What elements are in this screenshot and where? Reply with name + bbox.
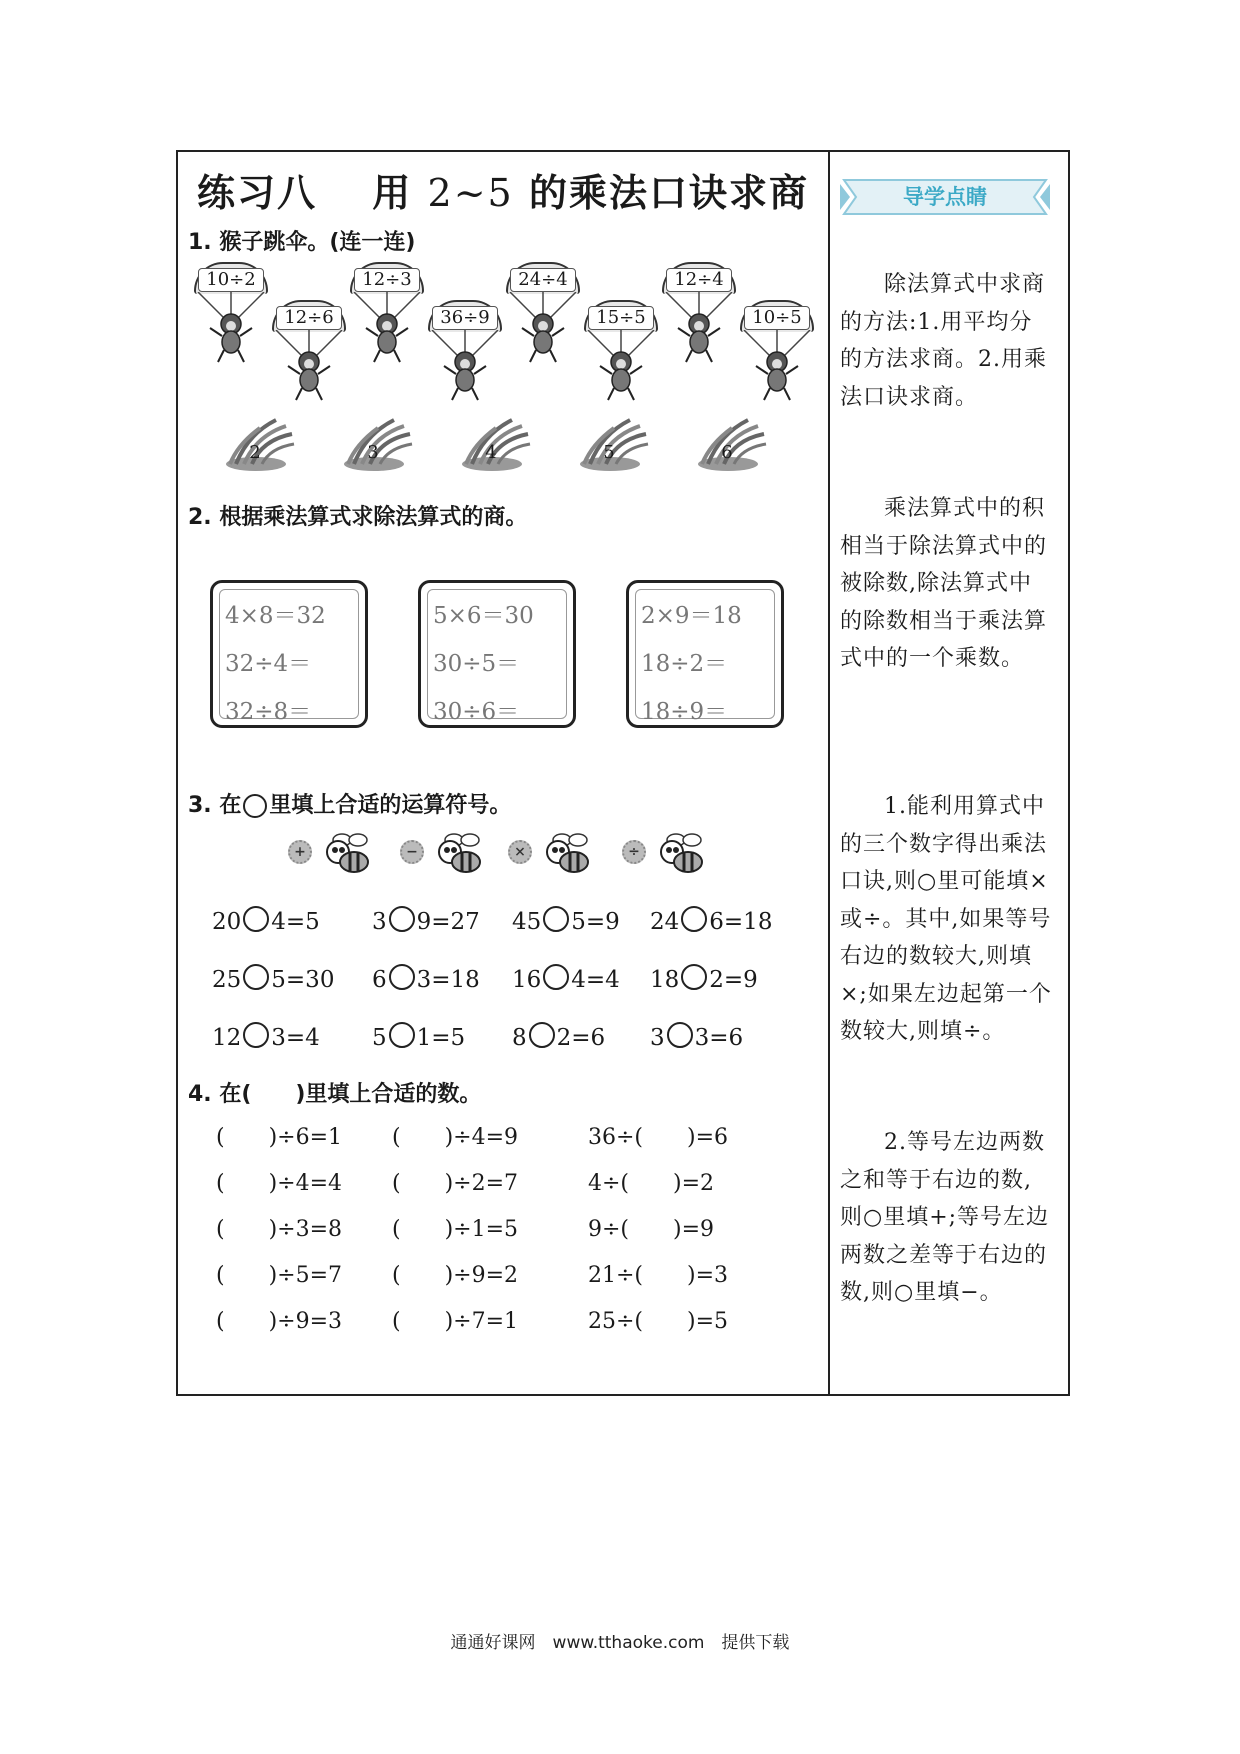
bee-operator bbox=[400, 826, 488, 876]
operand-left: 18 bbox=[650, 967, 680, 993]
bee-icon bbox=[316, 826, 376, 876]
title-part: 用 bbox=[372, 171, 413, 215]
monkey-icon bbox=[272, 330, 346, 404]
monkey-icon bbox=[662, 292, 736, 366]
operand-left: 45 bbox=[512, 909, 542, 935]
operator-blank-circle[interactable] bbox=[529, 1022, 555, 1048]
equation-line: 5×6＝30 bbox=[433, 603, 534, 629]
question-2-label: 2. 根据乘法算式求除法算式的商。 bbox=[188, 505, 528, 530]
fill-blank-exercise[interactable]: ( )÷4=9 bbox=[392, 1125, 519, 1150]
operator-blank-circle[interactable] bbox=[389, 906, 415, 932]
equation-line: 32÷8＝ bbox=[225, 699, 312, 725]
guide-tag bbox=[838, 178, 1052, 216]
guide-paragraph-2: 乘法算式中的积相当于除法算式中的被除数,除法算式中的除数相当于乘法算式中的一个乘数。 bbox=[840, 496, 1048, 671]
equation-line: 30÷6＝ bbox=[433, 699, 520, 725]
parachute-monkey[interactable] bbox=[506, 262, 580, 366]
parachute-expression: 12÷3 bbox=[354, 268, 420, 292]
flower-operator-icon: − bbox=[400, 840, 424, 864]
title-part: 的乘法口诀求商 bbox=[528, 171, 809, 215]
operand-left: 16 bbox=[512, 967, 542, 993]
operator-exercise bbox=[372, 906, 480, 935]
flower-operator-icon: × bbox=[508, 840, 532, 864]
monkey-icon bbox=[740, 330, 814, 404]
fill-blank-exercise[interactable]: 25÷( )=5 bbox=[588, 1309, 729, 1334]
fill-blank-exercise[interactable]: 21÷( )=3 bbox=[588, 1263, 729, 1288]
operator-exercise bbox=[650, 964, 758, 993]
parachute-expression: 24÷4 bbox=[510, 268, 576, 292]
equation-line: 18÷2＝ bbox=[641, 651, 728, 677]
monkey-icon bbox=[584, 330, 658, 404]
fill-blank-exercise[interactable]: 4÷( )=2 bbox=[588, 1171, 715, 1196]
parachute-expression: 36÷9 bbox=[432, 306, 498, 330]
page-title bbox=[178, 162, 828, 217]
bee-operator bbox=[508, 826, 596, 876]
guide-paragraph-3: 1.能利用算式中的三个数字得出乘法口诀,则○里可能填×或÷。其中,如果等号右边的数较大,则填×;如果左边起第一个数较大,则填÷。 bbox=[840, 794, 1052, 1044]
operand-right: 2=6 bbox=[556, 1025, 606, 1051]
operator-blank-circle[interactable] bbox=[543, 964, 569, 990]
operand-left: 24 bbox=[650, 909, 680, 935]
operand-left: 5 bbox=[372, 1025, 387, 1051]
operator-exercise bbox=[212, 906, 320, 935]
operand-right: 5=30 bbox=[271, 967, 335, 993]
operator-exercise bbox=[512, 906, 620, 935]
operator-exercise bbox=[212, 1022, 320, 1051]
parachute-monkey[interactable] bbox=[740, 300, 814, 404]
operand-right: 3=4 bbox=[271, 1025, 320, 1051]
title-range: 2~5 bbox=[427, 171, 514, 215]
operator-exercise bbox=[512, 1022, 605, 1051]
bee-icon bbox=[536, 826, 596, 876]
operand-left: 3 bbox=[650, 1025, 665, 1051]
parachute-monkey[interactable] bbox=[194, 262, 268, 366]
flower-operator-icon: + bbox=[288, 840, 312, 864]
operator-exercise bbox=[372, 964, 480, 993]
grass-number: 6 bbox=[721, 442, 733, 463]
grass-landing-spot[interactable] bbox=[462, 414, 532, 472]
column-divider bbox=[828, 150, 830, 1396]
operator-blank-circle[interactable] bbox=[543, 906, 569, 932]
operator-exercise bbox=[512, 964, 620, 993]
question-1-label: 1. 猴子跳伞。(连一连) bbox=[188, 230, 416, 255]
operator-blank-circle[interactable] bbox=[243, 1022, 269, 1048]
equation-box-1 bbox=[210, 580, 368, 728]
fill-blank-exercise[interactable]: ( )÷4=4 bbox=[216, 1171, 343, 1196]
operand-right: 3=6 bbox=[694, 1025, 744, 1051]
parachute-expression: 12÷6 bbox=[276, 306, 342, 330]
operand-right: 1=5 bbox=[416, 1025, 466, 1051]
operand-right: 2=9 bbox=[709, 967, 758, 993]
monkey-icon bbox=[350, 292, 424, 366]
equation-line: 32÷4＝ bbox=[225, 651, 312, 677]
operand-right: 5=9 bbox=[571, 909, 620, 935]
title-part: 练习八 bbox=[197, 171, 318, 215]
grass-number: 4 bbox=[485, 442, 497, 463]
operator-exercise bbox=[372, 1022, 465, 1051]
equation-box-3 bbox=[626, 580, 784, 728]
operator-blank-circle[interactable] bbox=[243, 906, 269, 932]
operand-right: 9=27 bbox=[416, 909, 480, 935]
parachute-expression: 12÷4 bbox=[666, 268, 732, 292]
fill-blank-exercise[interactable]: ( )÷7=1 bbox=[392, 1309, 519, 1334]
grass-landing-spot[interactable] bbox=[580, 414, 650, 472]
fill-blank-exercise[interactable]: 36÷( )=6 bbox=[588, 1125, 729, 1150]
fill-blank-exercise[interactable]: ( )÷5=7 bbox=[216, 1263, 343, 1288]
operand-right: 4=5 bbox=[271, 909, 320, 935]
circle-icon bbox=[243, 794, 267, 818]
fill-blank-exercise[interactable]: ( )÷2=7 bbox=[392, 1171, 519, 1196]
operand-right: 6=18 bbox=[709, 909, 773, 935]
operator-exercise bbox=[650, 906, 772, 935]
parachute-expression: 10÷2 bbox=[198, 268, 264, 292]
bee-operator bbox=[622, 826, 710, 876]
grass-landing-spot[interactable] bbox=[698, 414, 768, 472]
equation-line: 4×8＝32 bbox=[225, 603, 326, 629]
operator-blank-circle[interactable] bbox=[243, 964, 269, 990]
operator-exercise bbox=[650, 1022, 743, 1051]
grass-landing-spot[interactable] bbox=[226, 414, 296, 472]
fill-blank-exercise[interactable]: ( )÷9=2 bbox=[392, 1263, 519, 1288]
monkey-icon bbox=[506, 292, 580, 366]
parachute-expression: 10÷5 bbox=[744, 306, 810, 330]
bee-icon bbox=[650, 826, 710, 876]
question-3-label-a: 3. 在 bbox=[188, 793, 242, 818]
fill-blank-exercise[interactable]: 9÷( )=9 bbox=[588, 1217, 715, 1242]
fill-blank-exercise[interactable]: ( )÷1=5 bbox=[392, 1217, 519, 1242]
bee-operator bbox=[288, 826, 376, 876]
question-4-label: 4. 在( )里填上合适的数。 bbox=[188, 1082, 482, 1107]
grass-landing-spot[interactable] bbox=[344, 414, 414, 472]
operator-blank-circle[interactable] bbox=[389, 1022, 415, 1048]
parachute-expression: 15÷5 bbox=[588, 306, 654, 330]
guide-paragraph-1: 除法算式中求商的方法:1.用平均分的方法求商。2.用乘法口诀求商。 bbox=[840, 272, 1047, 410]
equation-box-2 bbox=[418, 580, 576, 728]
grass-number: 2 bbox=[249, 442, 261, 463]
operand-left: 20 bbox=[212, 909, 242, 935]
equation-line: 2×9＝18 bbox=[641, 603, 742, 629]
fill-blank-exercise[interactable]: ( )÷9=3 bbox=[216, 1309, 343, 1334]
parachute-monkey[interactable] bbox=[350, 262, 424, 366]
monkey-icon bbox=[428, 330, 502, 404]
fill-blank-exercise[interactable]: ( )÷3=8 bbox=[216, 1217, 343, 1242]
parachute-monkey[interactable] bbox=[662, 262, 736, 366]
operator-blank-circle[interactable] bbox=[681, 906, 707, 932]
operand-left: 6 bbox=[372, 967, 387, 993]
parachute-monkey[interactable] bbox=[428, 300, 502, 404]
fill-blank-exercise[interactable]: ( )÷6=1 bbox=[216, 1125, 343, 1150]
operand-left: 3 bbox=[372, 909, 387, 935]
operator-blank-circle[interactable] bbox=[667, 1022, 693, 1048]
parachute-monkey[interactable] bbox=[584, 300, 658, 404]
grass-number: 3 bbox=[367, 442, 379, 463]
bee-icon bbox=[428, 826, 488, 876]
grass-number: 5 bbox=[603, 442, 615, 463]
operator-blank-circle[interactable] bbox=[681, 964, 707, 990]
parachute-monkey[interactable] bbox=[272, 300, 346, 404]
operator-exercise bbox=[212, 964, 334, 993]
operand-left: 8 bbox=[512, 1025, 527, 1051]
operator-blank-circle[interactable] bbox=[389, 964, 415, 990]
monkey-icon bbox=[194, 292, 268, 366]
operand-left: 25 bbox=[212, 967, 242, 993]
question-3-label-b: 里填上合适的运算符号。 bbox=[269, 793, 512, 818]
footer-credit: 通通好课网 www.tthaoke.com 提供下载 bbox=[450, 1633, 790, 1653]
operand-right: 3=18 bbox=[416, 967, 480, 993]
equation-line: 30÷5＝ bbox=[433, 651, 520, 677]
operand-left: 12 bbox=[212, 1025, 242, 1051]
guide-tag-text: 导学点睛 bbox=[903, 185, 987, 209]
guide-paragraph-4: 2.等号左边两数之和等于右边的数,则○里填+;等号左边两数之差等于右边的数,则○里填−。 bbox=[840, 1130, 1050, 1305]
equation-line: 18÷9＝ bbox=[641, 699, 728, 725]
flower-operator-icon: ÷ bbox=[622, 840, 646, 864]
question-3-label bbox=[188, 788, 511, 819]
operand-right: 4=4 bbox=[571, 967, 620, 993]
